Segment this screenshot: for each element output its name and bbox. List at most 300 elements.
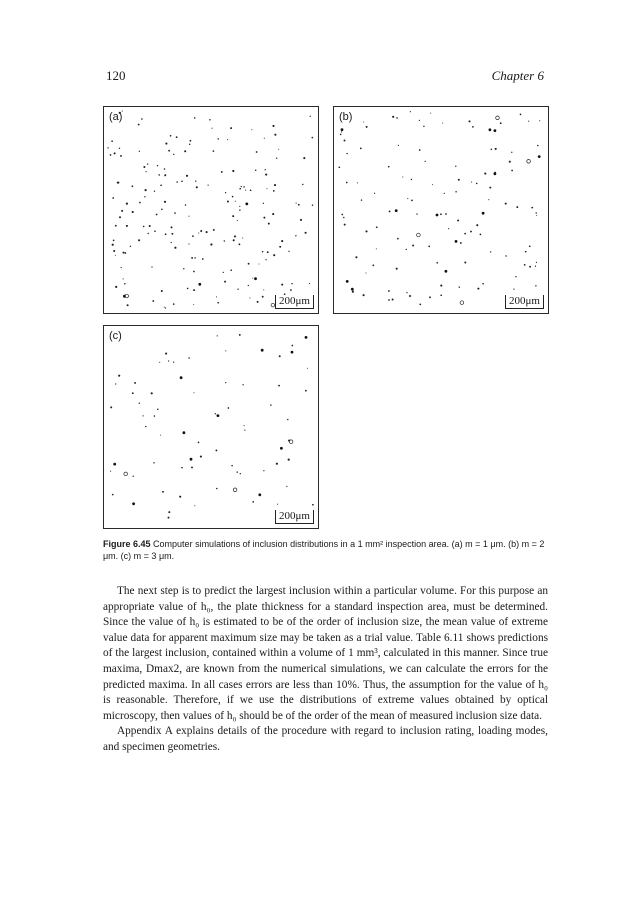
inclusion-dot — [139, 403, 140, 404]
paragraph: The next step is to predict the largest inclusion within a particular volume. For this purpose an appropriate value of h₀, the plate thickness for a standard inspection area, must be determined. Since the value of h₀ is estimated to be of the order of inclusion size, the mean value of extreme value data for apparent maximum size may be taken as a trial value. Table 6.11 shows predictions of the largest inclusion, contained within a volume of 1 mm³, calculated in this manner. Since true maxima, Dmax2, are known from the numerical simulations, we can calculate the errors for the predicted maxima. In all cases errors are less than 10%. Thus, the assumption for the value of h₀ is reasonable. Therefore, if we use the distributions of extreme values obtained by optical microscopy, then values of h₀ should be of the order of the mean of measured inclusion size data. — [103, 585, 548, 722]
inclusion-dot — [341, 214, 343, 216]
inclusion-dot — [352, 291, 354, 293]
inclusion-dot — [223, 272, 224, 273]
inclusion-dot — [122, 252, 124, 254]
inclusion-dot — [245, 190, 246, 191]
inclusion-dot — [156, 214, 158, 216]
inclusion-dot — [170, 135, 172, 137]
inclusion-dot — [160, 184, 162, 186]
inclusion-dot — [476, 224, 478, 226]
inclusion-dot — [457, 220, 459, 222]
inclusion-dot — [168, 150, 170, 152]
inclusion-dot — [291, 345, 293, 347]
inclusion-dot — [217, 138, 219, 140]
inclusion-dot — [225, 382, 226, 383]
inclusion-dot — [213, 150, 215, 152]
panel-label-a: (a) — [109, 111, 123, 123]
inclusion-dot — [397, 238, 399, 240]
inclusion-dot — [425, 161, 426, 162]
inclusion-dot — [312, 137, 314, 139]
inclusion-dot — [464, 262, 466, 264]
inclusion-dot — [112, 494, 114, 496]
inclusion-dot — [171, 226, 173, 228]
inclusion-dot — [206, 231, 208, 233]
inclusion-dot — [217, 335, 218, 336]
inclusion-dot — [505, 255, 506, 256]
inclusion-dot — [307, 368, 308, 369]
inclusion-dot — [244, 425, 245, 426]
inclusion-dot — [270, 404, 271, 405]
inclusion-dot — [209, 119, 211, 121]
inclusion-dot — [192, 235, 194, 237]
large-inclusion — [417, 233, 421, 237]
inclusion-dot — [187, 288, 189, 290]
inclusion-dot — [113, 250, 115, 252]
inclusion-dot — [428, 246, 430, 248]
inclusion-dot — [200, 456, 202, 458]
inclusion-dot — [372, 265, 374, 267]
inclusion-dot — [388, 299, 390, 301]
inclusion-dot — [291, 283, 292, 284]
inclusion-dot — [274, 184, 276, 186]
inclusion-dot — [236, 471, 237, 472]
inclusion-dot — [125, 252, 127, 254]
inclusion-dot — [194, 505, 195, 506]
inclusion-dot — [355, 256, 357, 258]
inclusion-dot — [235, 201, 236, 202]
inclusion-dot — [133, 476, 134, 477]
inclusion-dot — [185, 204, 187, 206]
large-inclusion — [496, 116, 500, 120]
inclusion-dot — [480, 234, 482, 236]
inclusion-dot — [515, 276, 516, 277]
large-inclusion — [489, 128, 492, 131]
inclusion-dot — [464, 233, 466, 235]
inclusion-dot — [309, 283, 310, 284]
inclusion-dot — [134, 382, 136, 384]
inclusion-dot — [165, 143, 167, 145]
inclusion-dot — [272, 125, 274, 127]
figure-panel-b — [333, 106, 549, 314]
large-inclusion — [351, 288, 354, 291]
inclusion-dot — [139, 151, 140, 152]
inclusion-plot-b — [334, 107, 548, 313]
inclusion-dot — [115, 286, 117, 288]
inclusion-dot — [536, 215, 537, 216]
inclusion-dot — [477, 288, 479, 290]
inclusion-dot — [411, 179, 412, 180]
inclusion-dot — [188, 243, 189, 244]
inclusion-dot — [531, 207, 533, 209]
inclusion-dot — [151, 266, 152, 267]
inclusion-dot — [211, 128, 212, 129]
inclusion-dot — [262, 296, 264, 298]
large-inclusion — [538, 155, 541, 158]
inclusion-dot — [164, 201, 166, 203]
inclusion-dot — [165, 307, 166, 308]
large-inclusion — [261, 349, 264, 352]
inclusion-dot — [288, 251, 289, 252]
inclusion-dot — [505, 203, 507, 205]
inclusion-dot — [252, 501, 254, 503]
large-inclusion — [494, 172, 497, 175]
inclusion-dot — [165, 233, 167, 235]
inclusion-dot — [194, 117, 196, 119]
inclusion-dot — [138, 124, 140, 126]
inclusion-dot — [198, 442, 200, 444]
inclusion-dot — [145, 426, 146, 427]
inclusion-dot — [191, 257, 193, 259]
inclusion-dot — [202, 258, 204, 260]
inclusion-dot — [252, 278, 253, 279]
inclusion-dot — [440, 285, 442, 287]
inclusion-dot — [412, 245, 414, 247]
inclusion-dot — [111, 140, 113, 142]
inclusion-dot — [124, 283, 126, 285]
inclusion-dot — [145, 189, 147, 191]
inclusion-dot — [525, 251, 527, 253]
inclusion-dot — [265, 169, 266, 170]
inclusion-dot — [168, 511, 170, 513]
inclusion-dot — [234, 235, 236, 237]
inclusion-dot — [482, 283, 484, 285]
inclusion-dot — [539, 120, 540, 121]
inclusion-dot — [115, 255, 116, 256]
large-inclusion — [482, 212, 485, 215]
inclusion-dot — [216, 488, 218, 490]
large-inclusion — [455, 240, 458, 243]
inclusion-dot — [117, 182, 119, 184]
body-text — [103, 584, 548, 756]
inclusion-dot — [188, 357, 190, 359]
inclusion-dot — [432, 184, 433, 185]
inclusion-dot — [115, 383, 116, 384]
inclusion-dot — [344, 224, 346, 226]
inclusion-dot — [121, 267, 122, 268]
inclusion-dot — [468, 120, 470, 122]
inclusion-dot — [233, 239, 235, 241]
inclusion-dot — [120, 155, 122, 157]
inclusion-dot — [312, 504, 314, 506]
inclusion-dot — [110, 471, 111, 472]
inclusion-dot — [154, 230, 156, 232]
inclusion-dot — [488, 199, 489, 200]
inclusion-dot — [389, 210, 391, 212]
inclusion-dot — [198, 232, 199, 233]
inclusion-dot — [511, 170, 513, 172]
inclusion-dot — [110, 406, 112, 408]
inclusion-dot — [288, 459, 290, 461]
inclusion-dot — [392, 298, 394, 300]
large-inclusion — [258, 493, 261, 496]
large-inclusion — [280, 447, 283, 450]
inclusion-dot — [190, 140, 192, 142]
inclusion-dot — [409, 295, 411, 297]
inclusion-dot — [243, 186, 245, 188]
inclusion-dot — [436, 262, 438, 264]
inclusion-dot — [139, 202, 141, 204]
inclusion-dot — [240, 473, 241, 474]
inclusion-dot — [242, 237, 243, 238]
inclusion-dot — [388, 166, 390, 168]
inclusion-dot — [430, 113, 431, 114]
inclusion-dot — [186, 175, 188, 177]
inclusion-plot-a — [104, 107, 318, 313]
inclusion-dot — [535, 266, 536, 267]
large-inclusion — [436, 214, 439, 217]
inclusion-dot — [392, 116, 394, 118]
inclusion-dot — [305, 390, 307, 392]
inclusion-dot — [157, 165, 158, 166]
large-inclusion — [494, 129, 497, 132]
inclusion-dot — [173, 303, 175, 305]
inclusion-dot — [341, 131, 342, 132]
large-inclusion — [124, 472, 128, 476]
inclusion-dot — [230, 269, 232, 271]
inclusion-dot — [238, 243, 240, 245]
inclusion-dot — [266, 188, 267, 189]
inclusion-dot — [112, 244, 114, 246]
inclusion-dot — [164, 168, 166, 170]
inclusion-dot — [232, 215, 234, 217]
inclusion-dot — [149, 225, 151, 227]
inclusion-dot — [143, 226, 145, 228]
inclusion-dot — [225, 192, 226, 193]
inclusion-dot — [141, 118, 143, 120]
inclusion-dot — [455, 166, 456, 167]
scale-bar-a: 200μm — [275, 295, 314, 309]
inclusion-dot — [165, 353, 167, 355]
inclusion-dot — [110, 154, 112, 156]
inclusion-dot — [194, 392, 195, 393]
inclusion-dot — [174, 212, 176, 214]
inclusion-dot — [123, 278, 124, 279]
inclusion-dot — [423, 126, 424, 127]
inclusion-dot — [239, 209, 240, 210]
inclusion-dot — [529, 245, 531, 247]
large-inclusion — [341, 128, 344, 131]
inclusion-dot — [232, 196, 234, 198]
inclusion-dot — [458, 179, 460, 181]
inclusion-dot — [262, 251, 264, 253]
inclusion-dot — [273, 190, 275, 192]
inclusion-dot — [188, 216, 189, 217]
inclusion-dot — [509, 161, 511, 163]
inclusion-dot — [239, 206, 240, 207]
inclusion-dot — [181, 467, 183, 469]
inclusion-dot — [455, 191, 457, 193]
inclusion-dot — [249, 297, 250, 298]
inclusion-dot — [440, 213, 442, 215]
inclusion-dot — [495, 148, 497, 150]
inclusion-dot — [406, 292, 407, 293]
inclusion-dot — [232, 170, 234, 172]
inclusion-dot — [145, 171, 146, 172]
inclusion-plot-c — [104, 326, 318, 528]
figure-panel-a — [103, 106, 319, 314]
large-inclusion — [289, 440, 293, 444]
inclusion-dot — [535, 212, 536, 213]
large-inclusion — [245, 203, 248, 206]
inclusion-dot — [273, 254, 275, 256]
inclusion-dot — [346, 153, 347, 154]
inclusion-dot — [193, 271, 195, 273]
large-inclusion — [460, 301, 464, 305]
inclusion-dot — [295, 235, 296, 236]
inclusion-dot — [410, 111, 411, 112]
inclusion-dot — [161, 209, 163, 211]
panel-label-c: (c) — [109, 330, 122, 342]
inclusion-dot — [237, 220, 238, 221]
inclusion-dot — [440, 294, 442, 296]
inclusion-dot — [126, 225, 128, 227]
large-inclusion — [254, 277, 257, 280]
large-inclusion — [305, 336, 308, 339]
inclusion-dot — [513, 288, 514, 289]
inclusion-dot — [248, 263, 250, 265]
inclusion-dot — [402, 176, 403, 177]
inclusion-dot — [460, 242, 462, 244]
inclusion-dot — [119, 148, 120, 149]
inclusion-dot — [276, 463, 278, 465]
inclusion-dot — [442, 122, 443, 123]
inclusion-dot — [279, 246, 281, 248]
inclusion-dot — [445, 213, 447, 215]
inclusion-dot — [200, 230, 202, 232]
inclusion-dot — [213, 229, 215, 231]
inclusion-dot — [529, 266, 531, 268]
inclusion-dot — [484, 173, 486, 175]
inclusion-dot — [258, 263, 259, 264]
inclusion-dot — [490, 251, 491, 252]
inclusion-dot — [239, 188, 241, 190]
large-inclusion — [190, 458, 193, 461]
inclusion-dot — [173, 361, 174, 362]
inclusion-dot — [168, 517, 170, 519]
inclusion-dot — [179, 496, 181, 498]
inclusion-dot — [118, 375, 120, 377]
inclusion-dot — [164, 307, 165, 308]
inclusion-dot — [217, 302, 219, 304]
inclusion-dot — [127, 304, 129, 306]
inclusion-dot — [537, 145, 539, 147]
inclusion-dot — [189, 144, 191, 146]
inclusion-dot — [112, 197, 114, 199]
inclusion-dot — [312, 205, 313, 206]
inclusion-dot — [239, 334, 241, 336]
inclusion-dot — [419, 304, 421, 306]
large-inclusion — [346, 280, 349, 283]
inclusion-dot — [310, 116, 311, 117]
inclusion-dot — [298, 204, 300, 206]
inclusion-dot — [158, 174, 160, 176]
inclusion-dot — [171, 233, 173, 235]
inclusion-dot — [196, 186, 198, 188]
inclusion-dot — [159, 362, 160, 363]
inclusion-dot — [132, 185, 134, 187]
large-inclusion — [217, 414, 220, 417]
inclusion-dot — [237, 289, 238, 290]
inclusion-dot — [346, 182, 348, 184]
inclusion-dot — [130, 246, 131, 247]
large-inclusion — [180, 376, 183, 379]
inclusion-dot — [147, 163, 148, 164]
inclusion-dot — [230, 127, 232, 129]
inclusion-dot — [210, 243, 212, 245]
inclusion-dot — [388, 290, 390, 292]
inclusion-dot — [242, 384, 243, 385]
inclusion-dot — [194, 257, 196, 259]
inclusion-dot — [411, 200, 413, 202]
inclusion-dot — [277, 504, 278, 505]
inclusion-dot — [360, 147, 362, 149]
inclusion-dot — [471, 182, 472, 183]
inclusion-dot — [132, 211, 134, 213]
inclusion-dot — [161, 290, 163, 292]
inclusion-dot — [524, 264, 526, 266]
inclusion-dot — [162, 491, 164, 493]
inclusion-dot — [193, 304, 194, 305]
inclusion-dot — [365, 230, 367, 232]
inclusion-dot — [344, 140, 346, 142]
inclusion-dot — [290, 289, 292, 291]
inclusion-dot — [263, 289, 264, 290]
inclusion-dot — [489, 187, 491, 189]
page-number: 120 — [106, 68, 126, 83]
inclusion-dot — [366, 126, 368, 128]
inclusion-dot — [138, 239, 140, 241]
inclusion-dot — [208, 185, 209, 186]
inclusion-dot — [511, 152, 512, 153]
inclusion-dot — [160, 435, 161, 436]
inclusion-dot — [144, 196, 145, 197]
inclusion-dot — [535, 285, 536, 286]
inclusion-dot — [256, 151, 258, 153]
inclusion-dot — [107, 147, 108, 148]
inclusion-dot — [265, 259, 266, 260]
inclusion-dot — [303, 157, 305, 159]
inclusion-dot — [264, 138, 265, 139]
inclusion-dot — [227, 139, 228, 140]
inclusion-dot — [459, 286, 460, 287]
paragraph: Appendix A explains details of the procedure with regard to inclusion rating, loading modes, and specimen geometries. — [103, 725, 548, 753]
inclusion-dot — [476, 183, 478, 185]
inclusion-dot — [296, 203, 297, 204]
inclusion-dot — [396, 117, 398, 119]
inclusion-dot — [516, 206, 518, 208]
inclusion-dot — [231, 465, 233, 467]
inclusion-dot — [154, 191, 155, 192]
inclusion-dot — [491, 149, 493, 151]
inclusion-dot — [114, 152, 116, 154]
large-inclusion — [113, 463, 116, 466]
inclusion-dot — [157, 408, 159, 410]
inclusion-dot — [287, 419, 288, 420]
inclusion-dot — [528, 121, 529, 122]
inclusion-dot — [191, 466, 193, 468]
large-inclusion — [291, 351, 294, 354]
large-inclusion — [395, 209, 398, 212]
inclusion-dot — [168, 360, 169, 361]
inclusion-dot — [278, 149, 279, 150]
inclusion-dot — [164, 175, 165, 176]
inclusion-dot — [267, 251, 269, 253]
inclusion-dot — [143, 166, 145, 168]
large-inclusion — [198, 283, 201, 286]
inclusion-dot — [255, 169, 256, 170]
inclusion-dot — [121, 210, 123, 212]
inclusion-dot — [265, 174, 267, 176]
